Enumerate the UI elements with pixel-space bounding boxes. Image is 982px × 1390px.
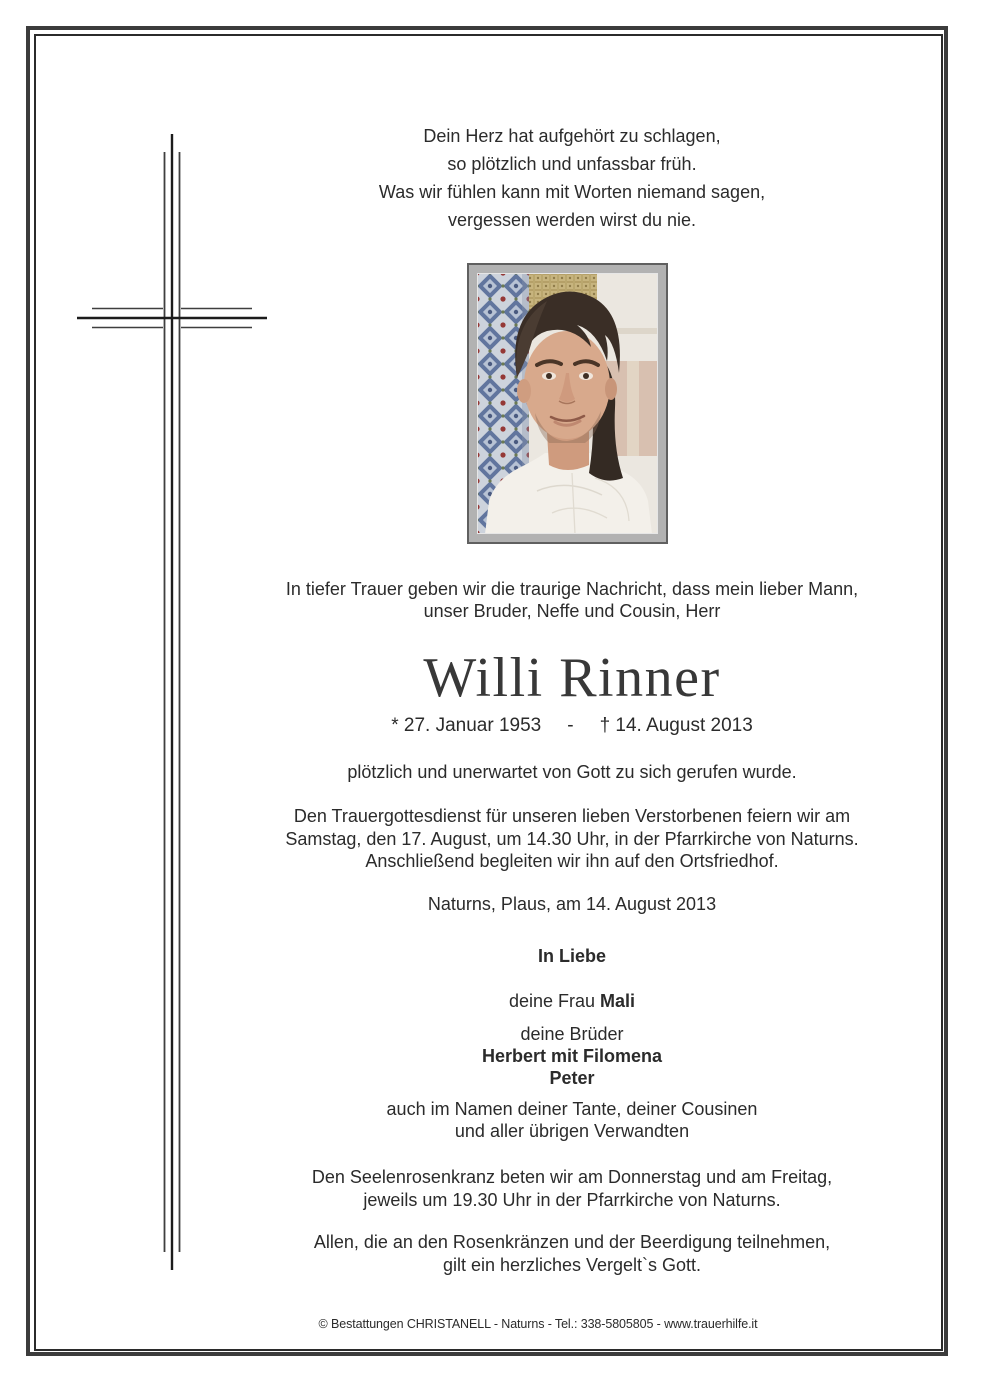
relatives-line: und aller übrigen Verwandten [454,1121,690,1141]
rosary-info [172,1166,972,1211]
service-line: Samstag, den 17. August, um 14.30 Uhr, in der Pfarrkirche von Naturns. [285,828,859,849]
death-date: † 14. August 2013 [599,715,753,736]
place-date-line: Naturns, Plaus, am 14. August 2013 [427,894,717,914]
portrait-photo-frame [467,263,668,544]
deceased-name: Willi Rinner [423,647,721,709]
card-content [172,0,972,1390]
closing-line: In Liebe [537,946,606,966]
verse-line: vergessen werden wirst du nie. [447,210,697,230]
wife-line [172,990,972,1013]
life-dates [172,714,972,738]
relatives-line: auch im Namen deiner Tante, deiner Cousinen [386,1099,758,1119]
funeral-home-footer: © Bestattungen CHRISTANELL - Naturns - Tel.: 338-5805805 - www.trauerhilfe.it [318,1317,758,1331]
service-line: Anschließend begleiten wir ihn auf den Ortsfriedhof. [365,851,779,871]
dates-separator: - [567,715,574,736]
announcement-line: In tiefer Trauer geben wir die traurige Nachricht, dass mein lieber Mann, [285,579,859,599]
opening-verse [172,122,972,234]
verse-line: Was wir fühlen kann mit Worten niemand sagen, [378,182,766,202]
brother-name: Herbert mit Filomena [481,1046,663,1066]
rosary-line: jeweils um 19.30 Uhr in der Pfarrkirche von Naturns. [363,1189,781,1210]
brother-name: Peter [549,1068,595,1088]
called-line: plötzlich und unerwartet von Gott zu sich gerufen wurde. [347,762,797,782]
brothers-block [172,1023,972,1089]
verse-line: so plötzlich und unfassbar früh. [447,154,697,174]
wife-prefix: deine Frau [508,991,601,1011]
thanks-line: Allen, die an den Rosenkränzen und der Beerdigung teilnehmen, [313,1232,831,1252]
thanks-info [172,1231,972,1276]
wife-name: Mali [600,991,636,1011]
rosary-line: Den Seelenrosenkranz beten wir am Donnerstag und am Freitag, [311,1167,833,1187]
verse-line: Dein Herz hat aufgehört zu schlagen, [423,126,721,146]
service-line: Den Trauergottesdienst für unseren lieben Verstorbenen feiern wir am [293,806,851,826]
thanks-line: gilt ein herzliches Vergelt`s Gott. [442,1254,702,1275]
announcement [172,578,972,622]
brothers-label: deine Brüder [520,1024,624,1044]
relatives-block [172,1098,972,1142]
portrait-photo [469,265,666,542]
announcement-line: unser Bruder, Neffe und Cousin, Herr [423,601,721,621]
birth-date: * 27. Januar 1953 [391,715,542,736]
service-info [172,805,972,873]
